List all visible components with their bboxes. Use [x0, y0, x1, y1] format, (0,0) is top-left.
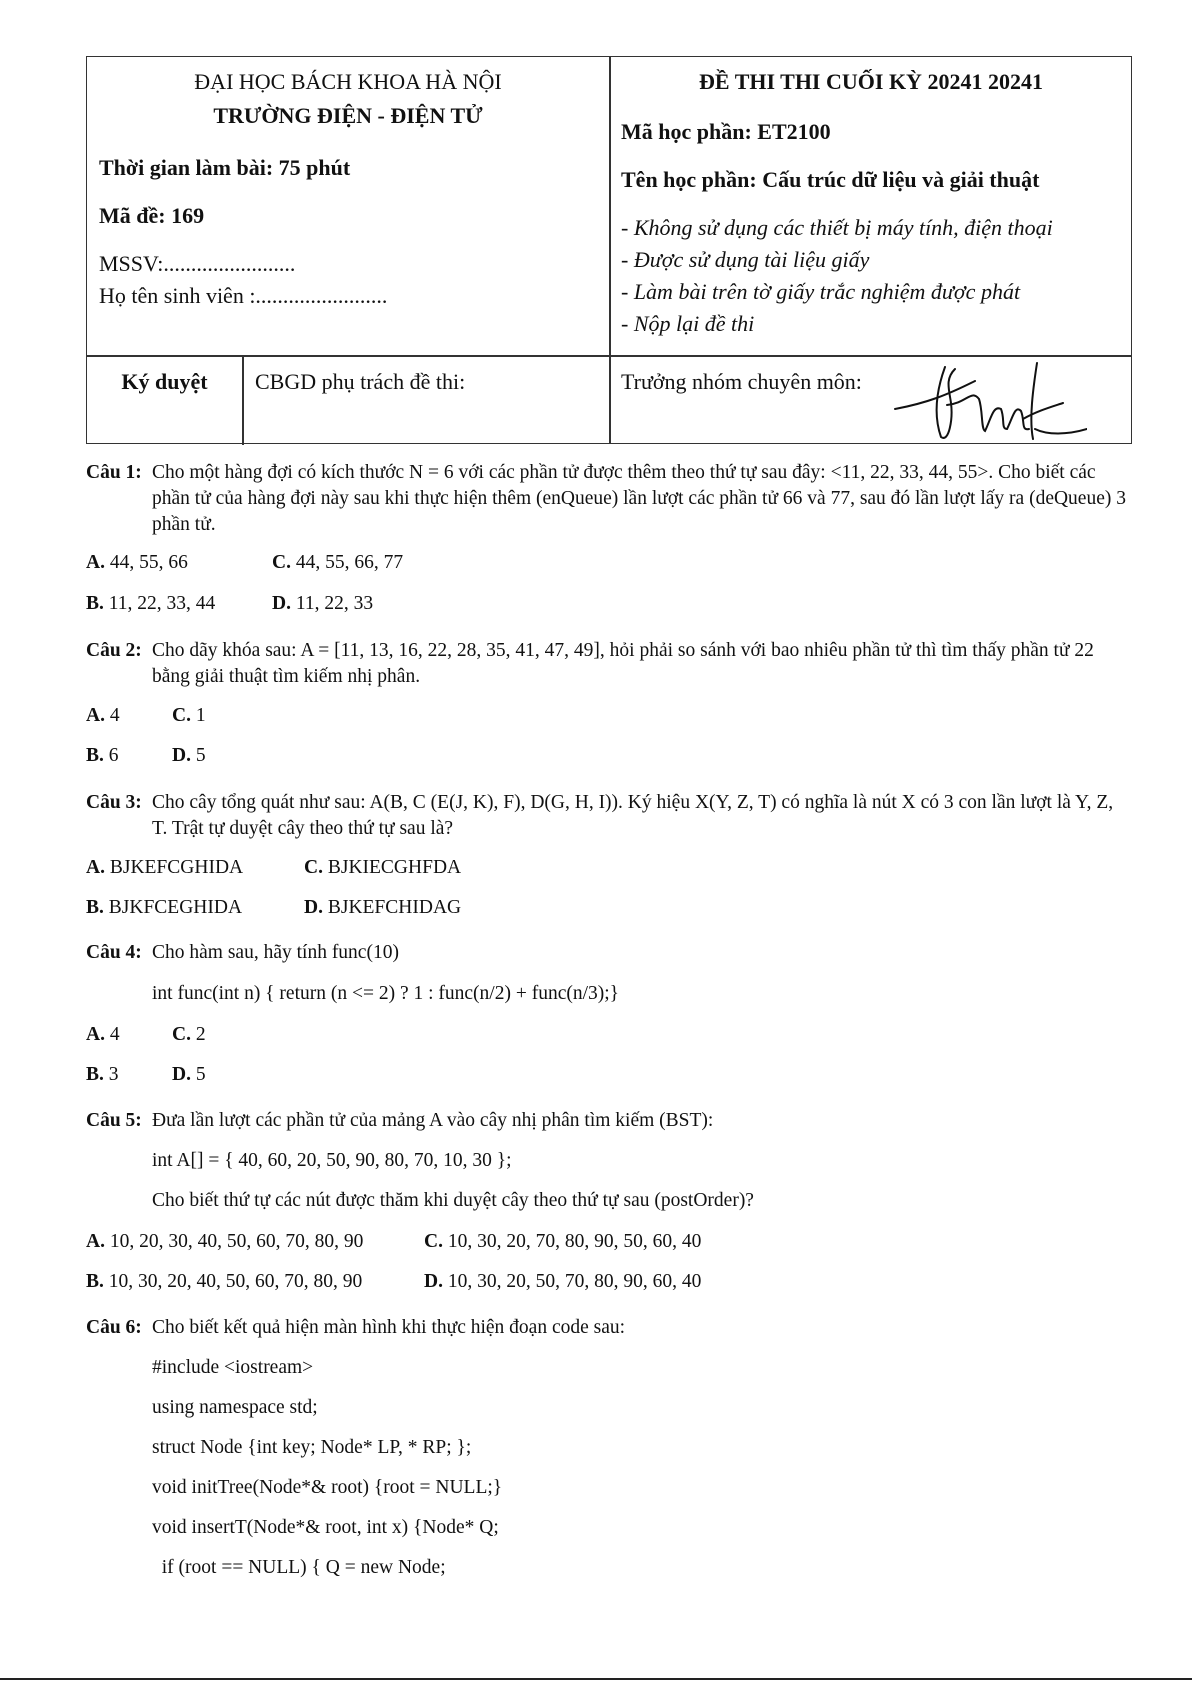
option-b: B. 6 [86, 745, 119, 766]
question-text: Đưa lần lượt các phần tử của mảng A vào cây nhị phân tìm kiếm (BST): [152, 1110, 714, 1131]
option-d: D. 11, 22, 33 [272, 593, 374, 614]
question-text: Cho dãy khóa sau: A = [11, 13, 16, 22, 28, 35, 41, 47, 49], hỏi phải so sánh với bao nhiêu phần tử thì tìm thấy phần tử 22 bằng giải thuật tìm kiếm nhị phân. [152, 640, 1094, 687]
approval-label: Ký duyệt [121, 369, 208, 394]
question-text: Cho một hàng đợi có kích thước N = 6 với các phần tử được thêm theo thứ tự sau đây: <11, 22, 33, 44, 55>. Cho biết các phần tử của hàng đợi này sau khi thực hiện thêm (enQueue) lần lượt các phần tử 66 và 77, sau đó lần lượt lấy ra (deQueue) 3 phần tử. [152, 462, 1126, 535]
option-b: B. 3 [86, 1064, 119, 1085]
code-line: #include <iostream> [152, 1357, 314, 1378]
question-label: Câu 3: [86, 792, 142, 813]
exam-rule: - Được sử dụng tài liệu giấy [621, 247, 870, 272]
option-d: D. BJKEFCHIDAG [304, 897, 462, 918]
question-2 [86, 638, 1132, 692]
question-label: Câu 4: [86, 942, 142, 963]
option-c: C. 10, 30, 20, 70, 80, 90, 50, 60, 40 [424, 1231, 702, 1252]
exam-rule: - Không sử dụng các thiết bị máy tính, điện thoại [621, 215, 1053, 240]
exam-duration: Thời gian làm bài: 75 phút [99, 155, 351, 180]
code-line: void initTree(Node*& root) {root = NULL;} [152, 1477, 503, 1498]
student-name-field: Họ tên sinh viên :........................ [99, 283, 388, 308]
exam-title: ĐỀ THI THI CUỐI KỲ 20241 20241 [699, 69, 1043, 94]
divider [242, 355, 244, 445]
option-d: D. 5 [172, 1064, 206, 1085]
question-5 [86, 1108, 1132, 1136]
course-code: Mã học phần: ET2100 [621, 119, 831, 144]
option-d: D. 5 [172, 745, 206, 766]
option-c: C. 2 [172, 1024, 206, 1045]
option-a: A. 10, 20, 30, 40, 50, 60, 70, 80, 90 [86, 1231, 364, 1252]
question-label: Câu 2: [86, 640, 142, 661]
option-b: B. 11, 22, 33, 44 [86, 593, 216, 614]
course-name: Tên học phần: Cấu trúc dữ liệu và giải thuật [621, 167, 1040, 192]
divider [609, 57, 611, 443]
question-label: Câu 1: [86, 462, 142, 483]
exam-code: Mã đề: 169 [99, 203, 205, 228]
code-line: void insertT(Node*& root, int x) {Node* Q; [152, 1517, 499, 1538]
exam-header-table [86, 56, 1132, 444]
code-snippet: int A[] = { 40, 60, 20, 50, 90, 80, 70, 10, 30 }; [152, 1150, 512, 1171]
option-b: B. 10, 30, 20, 40, 50, 60, 70, 80, 90 [86, 1271, 363, 1292]
code-line: if (root == NULL) { Q = new Node; [152, 1557, 446, 1578]
university-name: ĐẠI HỌC BÁCH KHOA HÀ NỘI [194, 69, 502, 94]
exam-rule: - Nộp lại đề thi [621, 311, 755, 336]
divider [87, 355, 1131, 357]
exam-rule: - Làm bài trên tờ giấy trắc nghiệm được phát [621, 279, 1021, 304]
question-4 [86, 940, 1132, 968]
option-c: C. 44, 55, 66, 77 [272, 552, 404, 573]
question-label: Câu 5: [86, 1110, 142, 1131]
option-a: A. BJKEFCGHIDA [86, 857, 244, 878]
option-a: A. 4 [86, 705, 120, 726]
lecturer-label: CBGD phụ trách đề thi: [255, 369, 466, 394]
school-name: TRƯỜNG ĐIỆN - ĐIỆN TỬ [213, 103, 483, 128]
question-6 [86, 1315, 1132, 1343]
question-text: Cho hàm sau, hãy tính func(10) [152, 942, 399, 963]
option-c: C. BJKIECGHFDA [304, 857, 462, 878]
student-id-field: MSSV:........................ [99, 251, 296, 276]
code-snippet: int func(int n) { return (n <= 2) ? 1 : func(n/2) + func(n/3);} [152, 983, 620, 1004]
question-subtext: Cho biết thứ tự các nút được thăm khi duyệt cây theo thứ tự sau (postOrder)? [152, 1190, 754, 1211]
question-1 [86, 460, 1132, 540]
page-bottom-rule [0, 1678, 1192, 1680]
option-a: A. 44, 55, 66 [86, 552, 188, 573]
question-3 [86, 790, 1132, 844]
question-text: Cho cây tổng quát như sau: A(B, C (E(J, K), F), D(G, H, I)). Ký hiệu X(Y, Z, T) có nghĩa là nút X có 3 con lần lượt là Y, Z, T. Trật tự duyệt cây theo thứ tự sau là? [152, 792, 1114, 839]
option-c: C. 1 [172, 705, 206, 726]
question-text: Cho biết kết quả hiện màn hình khi thực hiện đoạn code sau: [152, 1317, 626, 1338]
signature-image [887, 359, 1087, 445]
code-line: using namespace std; [152, 1397, 318, 1418]
option-a: A. 4 [86, 1024, 120, 1045]
option-d: D. 10, 30, 20, 50, 70, 80, 90, 60, 40 [424, 1271, 702, 1292]
option-b: B. BJKFCEGHIDA [86, 897, 243, 918]
head-label: Trưởng nhóm chuyên môn: [621, 369, 862, 394]
code-line: struct Node {int key; Node* LP, * RP; }; [152, 1437, 472, 1458]
question-label: Câu 6: [86, 1317, 142, 1338]
